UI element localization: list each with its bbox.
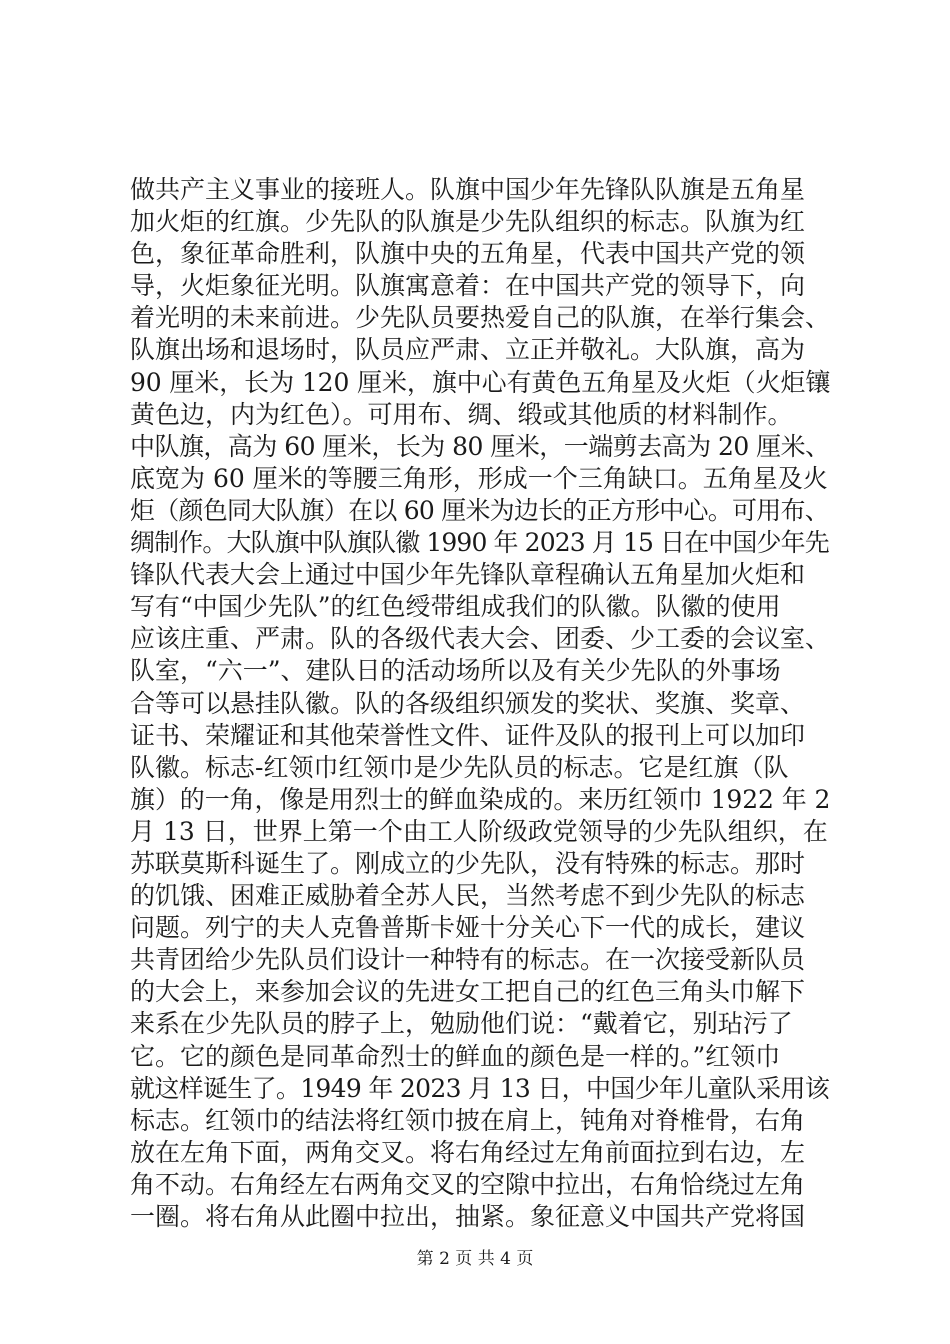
body-line: 问题。列宁的夫人克鲁普斯卡娅十分关心下一代的成长，建议 [130, 913, 806, 943]
body-line: 绸制作。大队旗中队旗队徽 1990 年 2023 月 15 日在中国少年先 [130, 528, 829, 558]
body-line: 就这样诞生了。1949 年 2023 月 13 日，中国少年儿童队采用该 [130, 1073, 830, 1103]
body-line: 队徽。标志-红领巾红领巾是少先队员的标志。它是红旗（队 [130, 752, 789, 782]
body-line: 炬（颜色同大队旗）在以 60 厘米为边长的正方形中心。可用布、 [130, 495, 829, 525]
body-line: 90 厘米，长为 120 厘米，旗中心有黄色五角星及火炬（火炬镶 [130, 367, 831, 397]
body-line: 色，象征革命胜利，队旗中央的五角星，代表中国共产党的领 [130, 239, 806, 269]
body-line: 合等可以悬挂队徽。队的各级组织颁发的奖状、奖旗、奖章、 [130, 688, 806, 718]
body-line: 应该庄重、严肃。队的各级代表大会、团委、少工委的会议室、 [130, 624, 831, 654]
body-line: 写有“中国少先队”的红色绶带组成我们的队徽。队徽的使用 [130, 592, 781, 622]
body-line: 一圈。将右角从此圈中拉出，抽紧。象征意义中国共产党将国 [130, 1202, 806, 1231]
body-line: 加火炬的红旗。少先队的队旗是少先队组织的标志。队旗为红 [130, 207, 806, 237]
body-line: 着光明的未来前进。少先队员要热爱自己的队旗，在举行集会、 [130, 303, 831, 333]
body-line: 共青团给少先队员们设计一种特有的标志。在一次接受新队员 [130, 945, 806, 975]
page-footer: 第 2 页 共 4 页 [416, 1249, 534, 1269]
body-line: 月 13 日，世界上第一个由工人阶级政党领导的少先队组织，在 [130, 816, 828, 846]
body-line: 角不动。右角经左右两角交叉的空隙中拉出，右角恰绕过左角 [130, 1169, 806, 1199]
body-line: 标志。红领巾的结法将红领巾披在肩上，钝角对脊椎骨，右角 [130, 1105, 806, 1135]
body-line: 导，火炬象征光明。队旗寓意着：在中国共产党的领导下，向 [130, 271, 806, 301]
body-line: 锋队代表大会上通过中国少年先锋队章程确认五角星加火炬和 [130, 560, 806, 590]
body-line: 中队旗，高为 60 厘米，长为 80 厘米，一端剪去高为 20 厘米、 [130, 431, 830, 461]
body-line: 旗）的一角，像是用烈士的鲜血染成的。来历红领巾 1922 年 2 [130, 784, 831, 814]
body-line: 的大会上，来参加会议的先进女工把自己的红色三角头巾解下 [130, 977, 806, 1007]
body-line: 苏联莫斯科诞生了。刚成立的少先队，没有特殊的标志。那时 [130, 848, 806, 878]
body-line: 队室，“六一”、建队日的活动场所以及有关少先队的外事场 [130, 656, 781, 686]
body-line: 底宽为 60 厘米的等腰三角形，形成一个三角缺口。五角星及火 [130, 463, 828, 493]
body-line: 放在左角下面，两角交叉。将右角经过左角前面拉到右边，左 [130, 1137, 806, 1167]
body-line: 队旗出场和退场时，队员应严肃、立正并敬礼。大队旗，高为 [130, 335, 806, 365]
body-text [130, 174, 830, 1233]
body-line: 黄色边，内为红色）。可用布、绸、缎或其他质的材料制作。 [130, 399, 793, 429]
body-line: 做共产主义事业的接班人。队旗中国少年先锋队队旗是五角星 [130, 175, 806, 204]
body-line: 证书、荣耀证和其他荣誉性文件、证件及队的报刊上可以加印 [130, 720, 806, 750]
body-line: 它。它的颜色是同革命烈士的鲜血的颜色是一样的。”红领巾 [130, 1041, 781, 1071]
body-line: 来系在少先队员的脖子上，勉励他们说：“戴着它，别玷污了 [130, 1009, 793, 1039]
body-line: 的饥饿、困难正威胁着全苏人民，当然考虑不到少先队的标志 [130, 881, 806, 911]
